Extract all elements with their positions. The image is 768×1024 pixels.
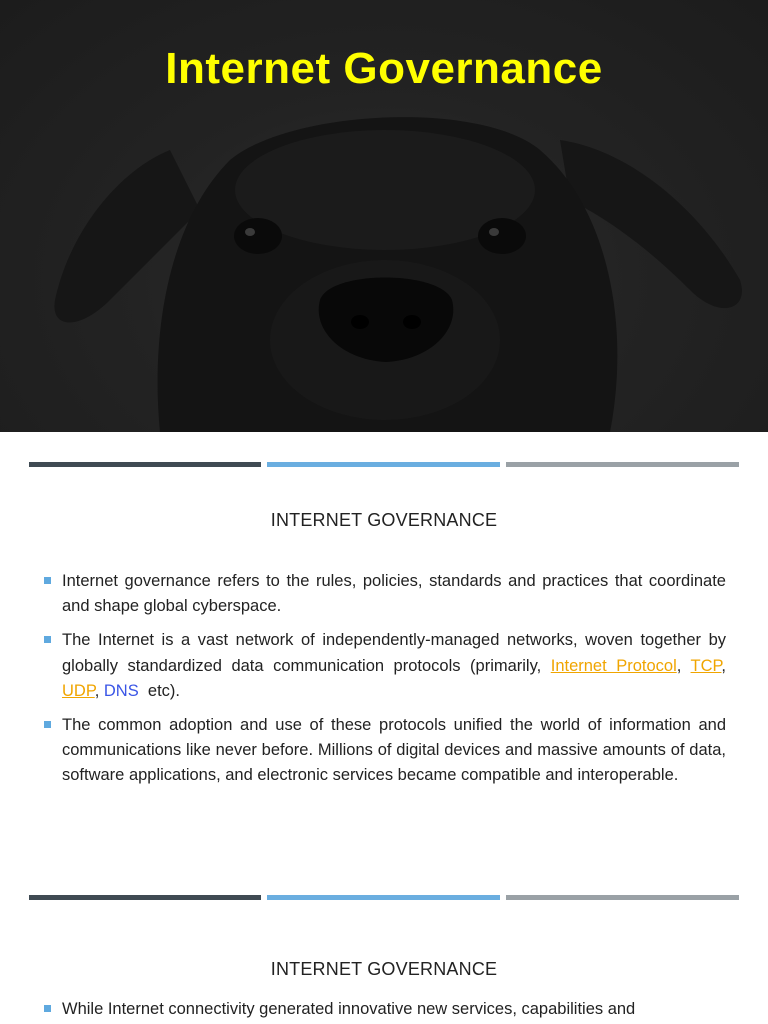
dog-left-eye	[234, 218, 282, 254]
dog-right-eye	[478, 218, 526, 254]
bullet-text: The common adoption and use of these protocols unified the world of information and communications like never before. Millions of digital devices and massive amounts of data, software applications, and electronic services became compatible and interoperable.	[62, 716, 726, 785]
hero-banner	[0, 0, 768, 432]
bullet-list	[44, 997, 726, 1024]
bullet-list	[44, 569, 726, 798]
divider-segment-gray	[506, 462, 739, 467]
bullet-square-icon	[44, 636, 51, 643]
link-dns[interactable]: DNS	[103, 681, 139, 700]
section-heading: INTERNET GOVERNANCE	[270, 510, 498, 530]
list-item	[44, 997, 726, 1022]
list-item	[44, 713, 726, 789]
divider-segment-dark	[29, 462, 261, 467]
bullet-square-icon	[44, 1005, 51, 1012]
divider-segment-blue	[267, 895, 500, 900]
separator: ,	[94, 681, 104, 700]
section-divider	[29, 895, 739, 900]
divider-segment-gray	[506, 895, 739, 900]
link-tcp[interactable]: TCP	[690, 656, 722, 675]
divider-segment-dark	[29, 895, 261, 900]
list-item	[44, 628, 726, 704]
bullet-text-end: etc).	[138, 681, 180, 700]
link-udp[interactable]: UDP	[62, 681, 95, 700]
bullet-text: While Internet connectivity generated innovative new services, capabilities and	[62, 1000, 636, 1018]
hero-title: Internet Governance	[165, 44, 603, 93]
bullet-square-icon	[44, 577, 51, 584]
separator: ,	[676, 656, 691, 675]
bullet-text: Internet governance refers to the rules, policies, standards and practices that coordinate and shape global cyberspace.	[62, 572, 726, 616]
bullet-text: The Internet is a vast network of independently-managed networks, woven together by globally standardized data communication protocols (primarily,	[62, 631, 726, 675]
section-divider	[29, 462, 739, 467]
list-item	[44, 569, 726, 619]
separator: ,	[721, 656, 727, 675]
section-heading: INTERNET GOVERNANCE	[270, 959, 498, 979]
divider-segment-blue	[267, 462, 500, 467]
link-internet-protocol[interactable]: Internet Protocol	[550, 656, 677, 675]
bullet-square-icon	[44, 721, 51, 728]
